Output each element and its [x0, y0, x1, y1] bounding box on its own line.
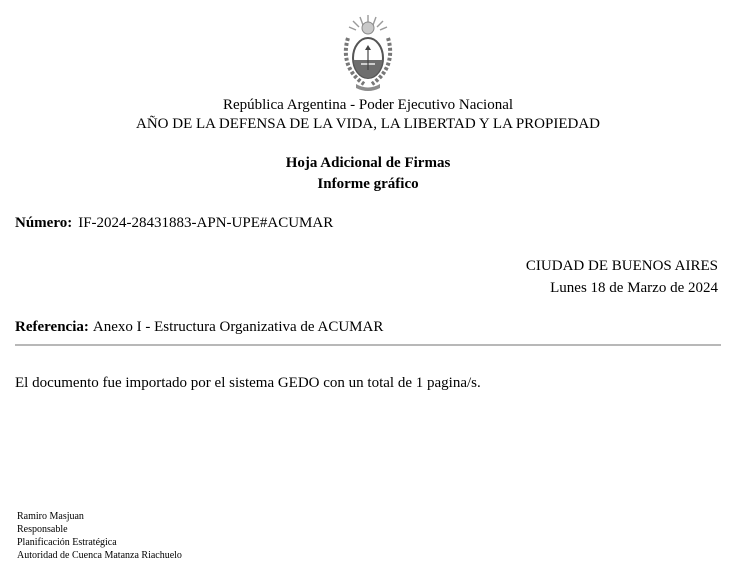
- body-text: El documento fue importado por el sistema GEDO con un total de 1 pagina/s.: [15, 375, 481, 391]
- reference: [15, 318, 383, 336]
- place-date: Lunes 18 de Marzo de 2024: [550, 280, 718, 296]
- document-title: Hoja Adicional de Firmas: [285, 155, 451, 171]
- place-city: CIUDAD DE BUENOS AIRES: [525, 258, 718, 274]
- signer-name: Ramiro Masjuan: [17, 511, 84, 522]
- document-number-label: Número:: [15, 215, 73, 231]
- header-government-line: República Argentina - Poder Ejecutivo Nacional: [222, 97, 514, 113]
- document-subtitle: Informe gráfico: [317, 176, 419, 192]
- signer-role: Responsable: [17, 524, 68, 535]
- document-number-value: IF-2024-28431883-APN-UPE#ACUMAR: [78, 215, 334, 231]
- divider: [15, 344, 721, 346]
- reference-label: Referencia:: [15, 319, 89, 335]
- signer-organization: Autoridad de Cuenca Matanza Riachuelo: [17, 550, 182, 561]
- reference-value: Anexo I - Estructura Organizativa de ACUMAR: [92, 319, 384, 335]
- document-number: [15, 214, 333, 232]
- header-year-motto: AÑO DE LA DEFENSA DE LA VIDA, LA LIBERTAD Y LA PROPIEDAD: [135, 116, 600, 132]
- signature-block: [17, 510, 182, 562]
- signer-area: Planificación Estratégica: [17, 537, 117, 548]
- national-emblem-icon: [340, 14, 396, 94]
